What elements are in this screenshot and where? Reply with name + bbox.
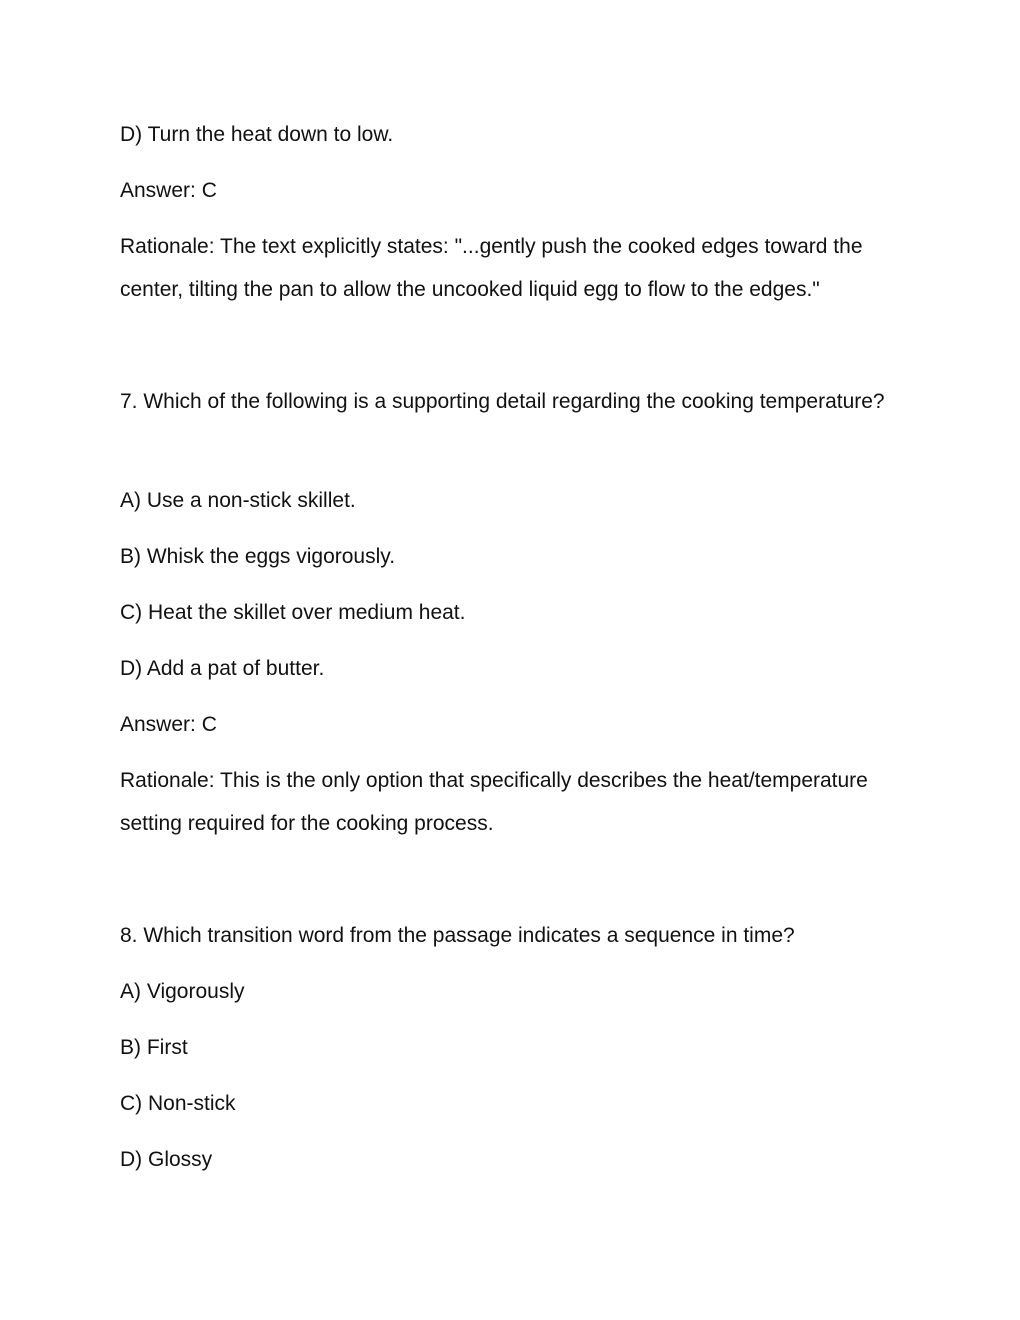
q6-answer: Answer: C: [120, 179, 217, 202]
q7-question: 7. Which of the following is a supporting detail regarding the cooking temperature?: [120, 390, 885, 413]
q8-option-d: D) Glossy: [120, 1148, 213, 1171]
q8-option-c: C) Non-stick: [120, 1092, 236, 1115]
q7-rationale: Rationale: This is the only option that specifically describes the heat/temperature setting required for the cooking process.: [120, 769, 868, 835]
q7-option-a: A) Use a non-stick skillet.: [120, 489, 356, 512]
q7-option-b: B) Whisk the eggs vigorously.: [120, 545, 396, 568]
q6-option-d: D) Turn the heat down to low.: [120, 123, 394, 146]
q8-option-a: A) Vigorously: [120, 980, 245, 1003]
q8-question: 8. Which transition word from the passage indicates a sequence in time?: [120, 924, 795, 947]
q7-option-d: D) Add a pat of butter.: [120, 657, 325, 680]
q6-rationale: Rationale: The text explicitly states: "...gently push the cooked edges toward the center, tilting the pan to allow the uncooked liquid egg to flow to the edges.": [120, 235, 863, 301]
q7-option-c: C) Heat the skillet over medium heat.: [120, 601, 466, 624]
q8-option-b: B) First: [120, 1036, 188, 1059]
q7-answer: Answer: C: [120, 713, 217, 736]
